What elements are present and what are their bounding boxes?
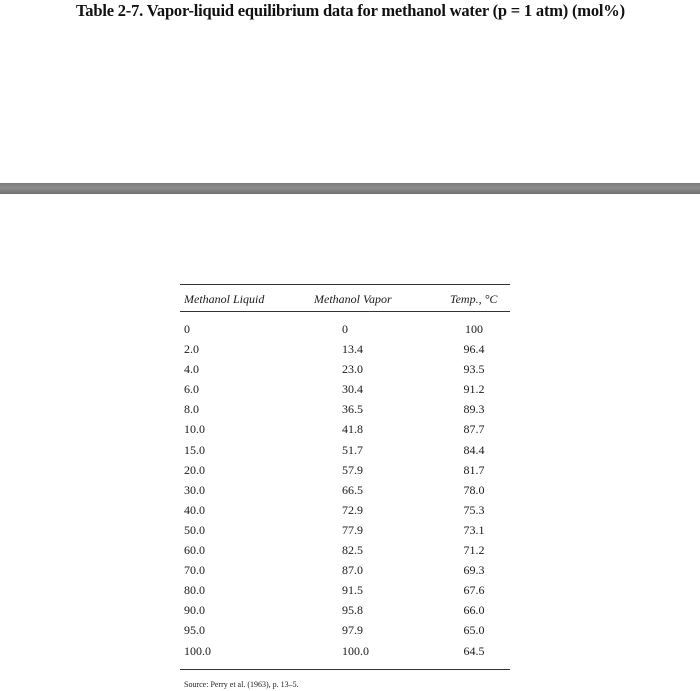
cell-methanol-vapor: 97.9 <box>342 623 363 638</box>
cell-temperature: 96.4 <box>463 342 485 357</box>
table-row <box>180 583 510 603</box>
cell-methanol-liquid: 6.0 <box>184 382 199 397</box>
table-row <box>180 623 510 643</box>
cell-methanol-vapor: 91.5 <box>342 583 363 598</box>
table-row <box>180 523 510 543</box>
table-row <box>180 402 510 422</box>
table-body <box>180 322 510 664</box>
cell-methanol-vapor: 77.9 <box>342 522 363 537</box>
cell-methanol-vapor: 51.7 <box>342 442 363 457</box>
cell-temperature: 71.2 <box>463 543 485 558</box>
table-top-rule <box>180 284 510 285</box>
cell-temperature: 91.2 <box>463 382 485 397</box>
cell-methanol-liquid: 60.0 <box>184 543 205 558</box>
cell-methanol-vapor: 66.5 <box>342 482 363 497</box>
cell-methanol-liquid: 0 <box>184 322 190 336</box>
cell-methanol-vapor: 82.5 <box>342 543 363 558</box>
cell-temperature: 69.3 <box>463 563 485 578</box>
table-row <box>180 362 510 382</box>
cell-methanol-vapor: 72.9 <box>342 502 363 517</box>
cell-methanol-liquid: 8.0 <box>184 402 199 417</box>
table-row <box>180 503 510 523</box>
source-note: Source: Perry et al. (1963), p. 13–5. <box>184 680 299 689</box>
cell-methanol-vapor: 36.5 <box>342 402 363 417</box>
table-row <box>180 483 510 503</box>
cell-temperature: 73.1 <box>463 522 485 537</box>
table-row <box>180 382 510 402</box>
table-title: Table 2-7. Vapor-liquid equilibrium data for methanol water (p = 1 atm) (mol%) <box>76 1 625 20</box>
cell-temperature: 64.5 <box>463 643 485 658</box>
table-row <box>180 563 510 583</box>
cell-methanol-vapor: 0 <box>342 322 348 336</box>
cell-temperature: 89.3 <box>463 402 485 417</box>
divider-bar <box>0 183 700 194</box>
cell-methanol-vapor: 100.0 <box>342 643 369 658</box>
cell-methanol-liquid: 20.0 <box>184 462 205 477</box>
cell-methanol-liquid: 4.0 <box>184 362 199 377</box>
cell-temperature: 100 <box>465 322 483 336</box>
table-row <box>180 463 510 483</box>
table-header-rule <box>180 311 510 312</box>
cell-methanol-liquid: 95.0 <box>184 623 205 638</box>
table-row <box>180 443 510 463</box>
cell-temperature: 65.0 <box>463 623 485 638</box>
cell-temperature: 66.0 <box>463 603 485 618</box>
cell-methanol-vapor: 13.4 <box>342 342 363 357</box>
table-row <box>180 543 510 563</box>
cell-temperature: 87.7 <box>463 422 485 437</box>
table-row <box>180 644 510 664</box>
cell-methanol-liquid: 90.0 <box>184 603 205 618</box>
cell-methanol-liquid: 100.0 <box>184 643 211 658</box>
header-temperature: Temp., °C <box>450 292 498 306</box>
cell-methanol-liquid: 70.0 <box>184 563 205 578</box>
table-row <box>180 603 510 623</box>
cell-methanol-vapor: 95.8 <box>342 603 363 618</box>
cell-methanol-liquid: 50.0 <box>184 522 205 537</box>
cell-methanol-liquid: 40.0 <box>184 502 205 517</box>
cell-methanol-liquid: 2.0 <box>184 342 199 357</box>
table-row <box>180 322 510 342</box>
cell-methanol-vapor: 30.4 <box>342 382 363 397</box>
cell-temperature: 67.6 <box>463 583 485 598</box>
header-methanol-vapor: Methanol Vapor <box>314 292 392 306</box>
cell-temperature: 78.0 <box>463 482 485 497</box>
table-row <box>180 342 510 362</box>
table-bottom-rule <box>180 669 510 670</box>
cell-methanol-liquid: 30.0 <box>184 482 205 497</box>
cell-methanol-liquid: 80.0 <box>184 583 205 598</box>
cell-methanol-vapor: 41.8 <box>342 422 363 437</box>
cell-methanol-liquid: 10.0 <box>184 422 205 437</box>
cell-temperature: 75.3 <box>463 502 485 517</box>
cell-temperature: 84.4 <box>463 442 485 457</box>
cell-methanol-vapor: 57.9 <box>342 462 363 477</box>
cell-methanol-vapor: 23.0 <box>342 362 363 377</box>
table-row <box>180 422 510 442</box>
cell-temperature: 93.5 <box>463 362 485 377</box>
cell-methanol-vapor: 87.0 <box>342 563 363 578</box>
cell-temperature: 81.7 <box>463 462 485 477</box>
cell-methanol-liquid: 15.0 <box>184 442 205 457</box>
header-methanol-liquid: Methanol Liquid <box>184 292 265 306</box>
